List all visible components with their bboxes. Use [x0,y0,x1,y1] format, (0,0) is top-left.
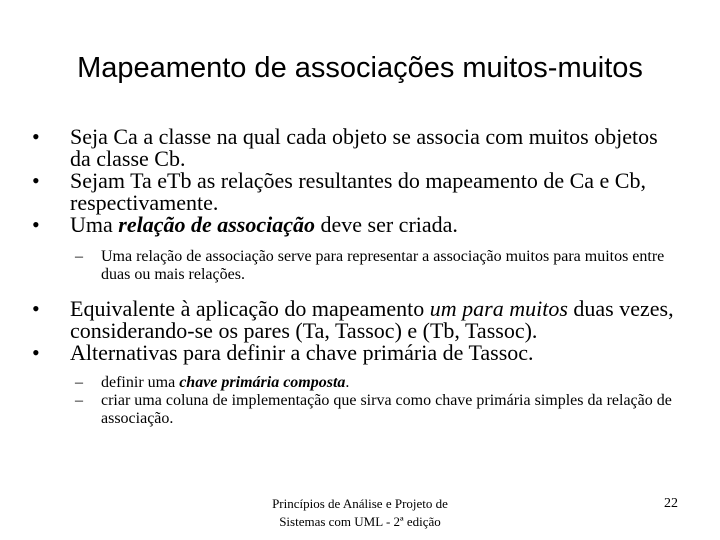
dash-icon: – [75,248,83,265]
bullet-emphasis: um para muitos [429,296,568,321]
bullet-icon: • [32,124,40,149]
bullet-emphasis: relação de associação [118,212,315,237]
bullet-text-post: deve ser criada. [315,212,458,237]
bullet-text-pre: Equivalente à aplicação do mapeamento [70,296,430,321]
bullet-icon: • [32,296,40,321]
bullet-text: Seja Ca a classe na qual cada objeto se associa com muitos objetos da classe Cb. [70,124,658,171]
bullet-text-pre: Uma [70,212,119,237]
page-number: 22 [664,496,678,511]
bullet-icon: • [32,212,40,237]
bullet-icon: • [32,168,40,193]
footer-line-2: Sistemas com UML - 2ª edição [279,514,441,529]
bullet-item [30,214,680,236]
bullet-item [30,342,680,364]
slide-title: Mapeamento de associações muitos-muitos [77,52,643,84]
sub-bullet-text-pre: definir uma [101,374,180,391]
sub-bullet-item [30,374,680,392]
footer-caption [220,495,500,531]
sub-bullet-text: Uma relação de associação serve para representar a associação muitos para muitos entre duas ou mais relações. [101,248,665,283]
sub-bullet-item [30,248,680,284]
bullet-item [30,126,680,170]
sub-bullet-text-post: . [345,374,350,391]
slide-content [30,126,680,428]
dash-icon: – [75,392,83,409]
dash-icon: – [75,374,83,391]
footer-line-1: Princípios de Análise e Projeto de [272,496,448,511]
bullet-icon: • [32,340,40,365]
sub-bullet-text: criar uma coluna de implementação que sirva como chave primária simples da relação de associação. [101,392,672,427]
sub-bullet-item [30,392,680,428]
bullet-text-post: duas vezes, considerando-se os pares (Ta, Tassoc) e (Tb, Tassoc). [70,296,674,343]
bullet-text: Sejam Ta eTb as relações resultantes do mapeamento de Ca e Cb, respectivamente. [70,168,646,215]
bullet-item [30,298,680,342]
sub-bullet-emphasis: chave primária composta [179,374,346,391]
bullet-text: Alternativas para definir a chave primária de Tassoc. [70,340,534,365]
bullet-item [30,170,680,214]
